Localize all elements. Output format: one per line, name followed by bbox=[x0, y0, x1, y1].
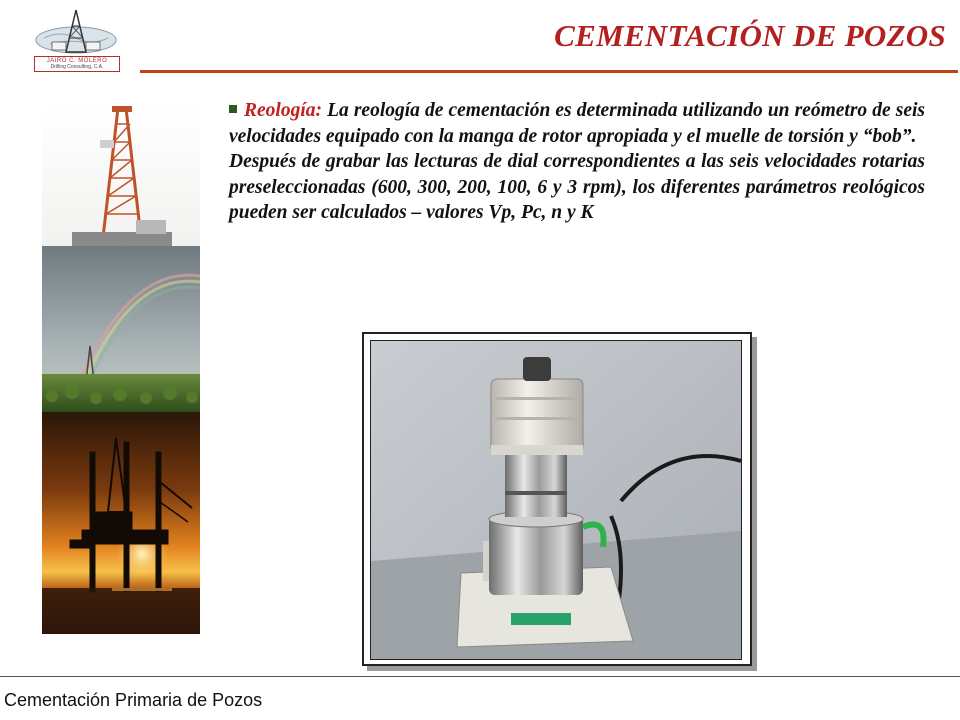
offshore-rig-sunset-photo bbox=[42, 412, 200, 634]
rheometer-photo-frame bbox=[362, 332, 752, 666]
paragraph-2-text: Después de grabar las lecturas de dial correspondientes a las seis velocidades rotarias preseleccionadas (600, 300, 200, 100, 6 y 3 rpm), los diferentes parámetros reológicos pueden ser calculados – valores Vp, Pc, n y K bbox=[229, 151, 925, 223]
drilling-rig-photo bbox=[42, 104, 200, 246]
logo-name: JAIRO C. MOLERO bbox=[46, 58, 108, 64]
rheometer-photo bbox=[370, 340, 742, 660]
derrick-globe-icon bbox=[30, 8, 122, 56]
logo-plate bbox=[34, 56, 120, 72]
page-title: CEMENTACIÓN DE POZOS bbox=[554, 18, 946, 53]
term-reologia: Reología: bbox=[244, 100, 322, 121]
footer-divider bbox=[0, 676, 960, 677]
company-logo bbox=[30, 8, 122, 72]
content-text bbox=[229, 98, 925, 226]
square-bullet-icon bbox=[229, 105, 237, 113]
rainbow-field-photo bbox=[42, 246, 200, 412]
title-divider bbox=[140, 70, 958, 73]
footer-text: Cementación Primaria de Pozos bbox=[4, 690, 263, 710]
paragraph-reologia bbox=[229, 98, 925, 149]
logo-tagline: Drilling Consulting, C.A. bbox=[50, 64, 104, 70]
paragraph-1-text: La reología de cementación es determinada utilizando un reómetro de seis velocidades equipado con la manga de rotor apropiada y el muelle de torsión y “bob”. bbox=[229, 100, 925, 147]
